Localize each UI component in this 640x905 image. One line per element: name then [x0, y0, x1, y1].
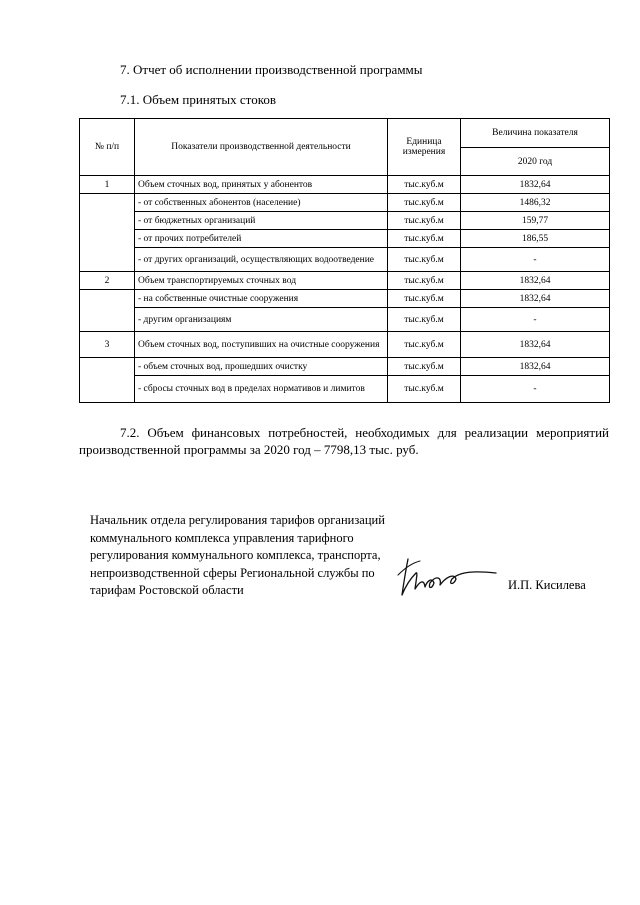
row-label: - от бюджетных организаций	[135, 212, 388, 230]
row-label: Объем сточных вод, поступивших на очистные сооружения	[135, 332, 388, 358]
row-value: 1486,32	[461, 194, 610, 212]
row-value: -	[461, 248, 610, 272]
subsection-title: 7.1. Объем принятых стоков	[120, 92, 276, 107]
row-label: - объем сточных вод, прошедших очистку	[135, 358, 388, 376]
row-num: 1	[80, 176, 135, 194]
row-value: 159,77	[461, 212, 610, 230]
row-value: 1832,64	[461, 272, 610, 290]
row-value: 1832,64	[461, 176, 610, 194]
table-row	[80, 230, 610, 248]
row-label: - от прочих потребителей	[135, 230, 388, 248]
row-unit: тыс.куб.м	[388, 290, 461, 308]
financial-paragraph: 7.2. Объем финансовых потребностей, необходимых для реализации мероприятий производственной программы за 2020 год – 7798,13 тыс. руб.	[79, 425, 609, 457]
signer-name: И.П. Кисилева	[508, 578, 586, 592]
row-num: 3	[80, 332, 135, 358]
handwritten-signature	[394, 555, 504, 605]
header-year: 2020 год	[461, 148, 610, 176]
row-unit: тыс.куб.м	[388, 376, 461, 403]
header-value-group: Величина показателя	[461, 119, 610, 148]
row-num-group	[80, 358, 135, 403]
table-row	[80, 308, 610, 332]
row-value: 1832,64	[461, 358, 610, 376]
table-row	[80, 332, 610, 358]
row-unit: тыс.куб.м	[388, 194, 461, 212]
row-label: - сбросы сточных вод в пределах нормативов и лимитов	[135, 376, 388, 403]
table-row	[80, 212, 610, 230]
table-row	[80, 248, 610, 272]
row-label: - на собственные очистные сооружения	[135, 290, 388, 308]
header-indicator: Показатели производственной деятельности	[135, 119, 388, 176]
row-unit: тыс.куб.м	[388, 272, 461, 290]
table-row	[80, 376, 610, 403]
header-num: № п/п	[80, 119, 135, 176]
header-unit: Единица измерения	[388, 119, 461, 176]
row-unit: тыс.куб.м	[388, 212, 461, 230]
row-value: 1832,64	[461, 290, 610, 308]
row-num-group	[80, 290, 135, 332]
row-unit: тыс.куб.м	[388, 358, 461, 376]
table-row	[80, 194, 610, 212]
row-num: 2	[80, 272, 135, 290]
row-value: 186,55	[461, 230, 610, 248]
section-title: 7. Отчет об исполнении производственной программы	[120, 62, 423, 77]
row-label: - другим организациям	[135, 308, 388, 332]
table-row	[80, 358, 610, 376]
row-unit: тыс.куб.м	[388, 230, 461, 248]
row-value: -	[461, 308, 610, 332]
row-label: Объем сточных вод, принятых у абонентов	[135, 176, 388, 194]
row-label: - от собственных абонентов (население)	[135, 194, 388, 212]
row-unit: тыс.куб.м	[388, 176, 461, 194]
signer-position: Начальник отдела регулирования тарифов организаций коммунального комплекса управления тарифного регулирования коммунального комплекса, транспорта, непроизводственной сферы Региональной службы по тарифам Ростовской области	[90, 513, 385, 597]
row-num-group	[80, 194, 135, 272]
table-row	[80, 176, 610, 194]
row-label: Объем транспортируемых сточных вод	[135, 272, 388, 290]
table-row	[80, 272, 610, 290]
row-unit: тыс.куб.м	[388, 308, 461, 332]
row-value: 1832,64	[461, 332, 610, 358]
wastewater-volume-table	[79, 118, 610, 403]
row-unit: тыс.куб.м	[388, 248, 461, 272]
table-row	[80, 290, 610, 308]
row-label: - от других организаций, осуществляющих водоотведение	[135, 248, 388, 272]
row-value: -	[461, 376, 610, 403]
row-unit: тыс.куб.м	[388, 332, 461, 358]
